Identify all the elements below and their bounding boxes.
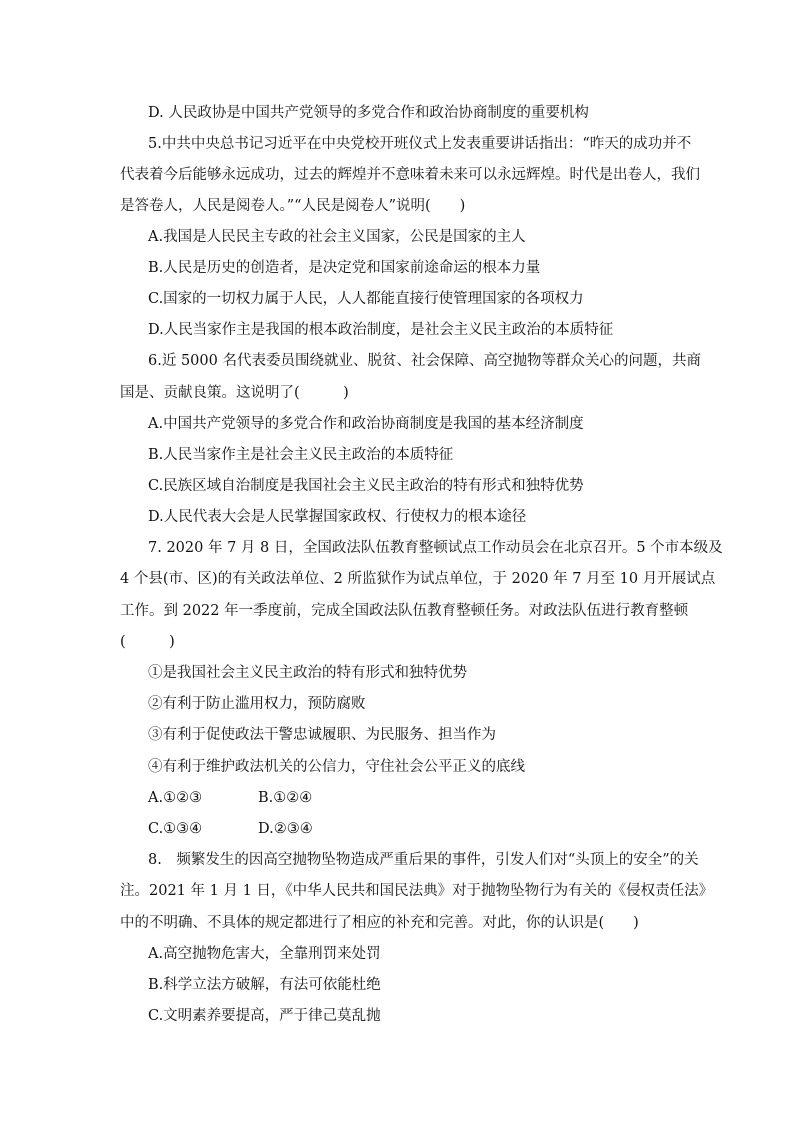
q6-option-c: C.民族区域自治制度是我国社会主义民主政治的特有形式和独特优势 bbox=[148, 478, 584, 494]
q5-stem-line-1: 5.中共中央总书记习近平在中央党校开班仪式上发表重要讲话指出：“昨天的成功并不 bbox=[148, 136, 692, 152]
q7-choices-row-2 bbox=[148, 820, 313, 838]
q6-option-a: A.中国共产党领导的多党合作和政治协商制度是我国的基本经济制度 bbox=[148, 416, 584, 432]
q5-stem-line-2: 代表着今后能够永远成功，过去的辉煌并不意味着未来可以永远辉煌。时代是出卷人，我们 bbox=[120, 167, 700, 183]
q7-item-3: ③有利于促使政法干警忠诚履职、为民服务、担当作为 bbox=[148, 727, 496, 743]
q7-stem-line-2: 4 个县(市、区)的有关政法单位、2 所监狱作为试点单位，于 2020 年 7 月至 10 月开展试点 bbox=[120, 571, 716, 587]
q7-choice-b: B.①②④ bbox=[258, 790, 313, 806]
q4-option-d: D. 人民政协是中国共产党领导的多党合作和政治协商制度的重要机构 bbox=[148, 105, 589, 121]
q6-option-d: D.人民代表大会是人民掌握国家政权、行使权力的根本途径 bbox=[148, 509, 527, 525]
q5-option-a: A.我国是人民民主专政的社会主义国家，公民是国家的主人 bbox=[148, 229, 526, 245]
q7-choices-row-1 bbox=[148, 789, 312, 807]
q8-stem-line-3: 中的不明确、不具体的规定都进行了相应的补充和完善。对此，你的认识是( ) bbox=[120, 915, 639, 931]
q7-item-2: ②有利于防止滥用权力，预防腐败 bbox=[148, 696, 366, 712]
q5-option-b: B.人民是历史的创造者，是决定党和国家前途命运的根本力量 bbox=[148, 260, 541, 276]
q7-item-4: ④有利于维护政法机关的公信力，守住社会公平正义的底线 bbox=[148, 759, 525, 775]
q6-stem-line-2: 国是、贡献良策。这说明了( ) bbox=[120, 385, 349, 401]
q8-stem-line-1: 8. 频繁发生的因高空抛物坠物造成严重后果的事件，引发人们对“头顶上的安全”的关 bbox=[148, 852, 699, 868]
q7-choice-a: A.①②③ bbox=[148, 790, 203, 806]
q7-item-1: ①是我国社会主义民主政治的特有形式和独特优势 bbox=[148, 665, 467, 681]
q7-choice-d: D.②③④ bbox=[258, 821, 313, 837]
q6-stem-line-1: 6.近 5000 名代表委员围绕就业、脱贫、社会保障、高空抛物等群众关心的问题，共商 bbox=[148, 353, 701, 369]
q7-stem-line-4: ( ) bbox=[120, 634, 175, 650]
q7-choice-c: C.①③④ bbox=[148, 821, 203, 837]
q7-stem-line-1: 7. 2020 年 7 月 8 日，全国政法队伍教育整顿试点工作动员会在北京召开。5 个市本级及 bbox=[148, 540, 723, 556]
q6-option-b: B.人民当家作主是社会主义民主政治的本质特征 bbox=[148, 447, 454, 463]
q8-option-b: B.科学立法方破解，有法可依能杜绝 bbox=[148, 977, 381, 993]
q5-option-d: D.人民当家作主是我国的根本政治制度，是社会主义民主政治的本质特征 bbox=[148, 322, 614, 338]
q8-option-c: C.文明素养要提高，严于律己莫乱抛 bbox=[148, 1008, 381, 1024]
q7-stem-line-3: 工作。到 2022 年一季度前，完成全国政法队伍教育整顿任务。对政法队伍进行教育整顿 bbox=[120, 603, 689, 619]
q8-option-a: A.高空抛物危害大，全靠刑罚来处罚 bbox=[148, 946, 381, 962]
q5-option-c: C.国家的一切权力属于人民，人人都能直接行使管理国家的各项权力 bbox=[148, 291, 584, 307]
q5-stem-line-3: 是答卷人，人民是阅卷人。”“人民是阅卷人”说明( ) bbox=[120, 198, 466, 214]
q8-stem-line-2: 注。2021 年 1 月 1 日，《中华人民共和国民法典》对于抛物坠物行为有关的《侵权责任法》 bbox=[120, 883, 714, 899]
